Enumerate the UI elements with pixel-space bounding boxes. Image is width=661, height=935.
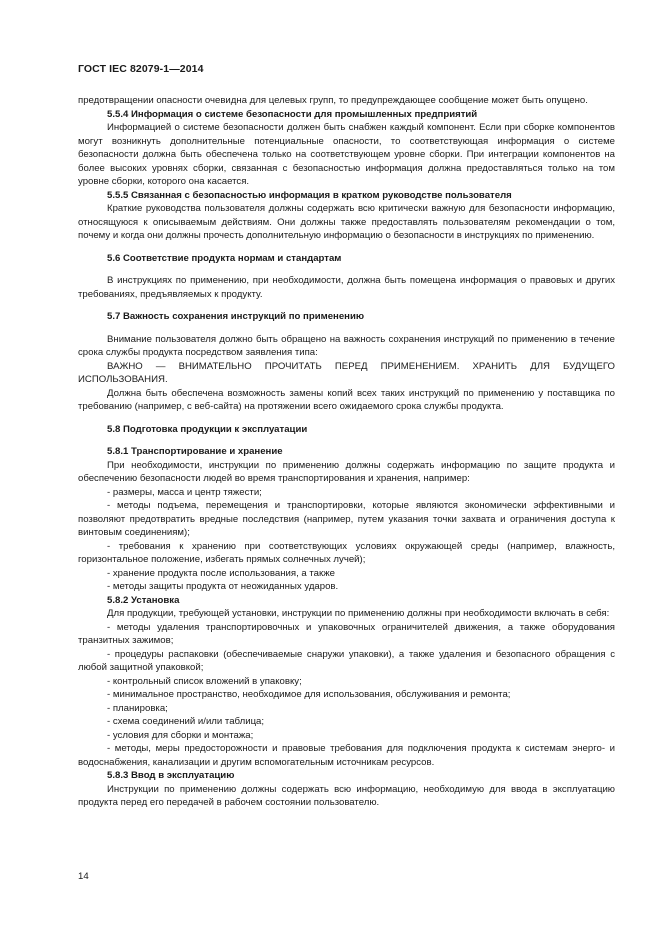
section-heading-5-6: 5.6 Соответствие продукта нормам и стандартам: [107, 252, 342, 264]
paragraph: При необходимости, инструкции по применению должны содержать информацию по защите продукта и обеспечению безопасности людей во время транспортирования и хранения, например:: [78, 459, 615, 484]
document-body: [78, 94, 615, 810]
list-item: - требования к хранению при соответствующих условиях окружающей среды (например, влажность, горизонтальное положение, избегать прямых солнечных лучей);: [78, 540, 615, 565]
list-item: - методы защиты продукта от неожиданных ударов.: [107, 581, 339, 592]
document-header: ГОСТ IEC 82079-1—2014: [78, 63, 204, 75]
paragraph: В инструкциях по применению, при необходимости, должна быть помещена информация о правовых и других требованиях, предъявляемых к продукту.: [78, 275, 615, 300]
section-heading-5-8-2: 5.8.2 Установка: [107, 594, 180, 606]
paragraph: Внимание пользователя должно быть обращено на важность сохранения инструкций по применению в течение срока службы продукта посредством заявления типа:: [78, 333, 615, 358]
list-item: - методы подъема, перемещения и транспортировки, которые являются экономически эффективными и позволяют предотвратить вредные последствия (например, путем указания точки захвата и ограничения доступа к винтовым соединениям);: [78, 500, 615, 538]
paragraph: Краткие руководства пользователя должны содержать всю критически важную для безопасности информацию, относящуюся к описываемым действиям. Они должны также предоставлять пользователям рекомендации о том, почему и когда они должны прочесть дополнительную информацию о безопасности в инструкциях по применению.: [78, 203, 615, 241]
section-heading-5-8: 5.8 Подготовка продукции к эксплуатации: [107, 423, 308, 435]
list-item: - минимальное пространство, необходимое для использования, обслуживания и ремонта;: [107, 689, 511, 700]
list-item: - хранение продукта после использования, а также: [107, 567, 335, 579]
list-item: - контрольный список вложений в упаковку;: [107, 675, 302, 687]
section-heading-5-5-5: 5.5.5 Связанная с безопасностью информация в кратком руководстве пользователя: [107, 189, 512, 201]
warning-statement: ВАЖНО — ВНИМАТЕЛЬНО ПРОЧИТАТЬ ПЕРЕД ПРИМЕНЕНИЕМ. ХРАНИТЬ ДЛЯ БУДУЩЕГО ИСПОЛЬЗОВАНИЯ.: [78, 360, 615, 385]
section-heading-5-8-3: 5.8.3 Ввод в эксплуатацию: [107, 770, 235, 781]
paragraph-continuation: предотвращении опасности очевидна для целевых групп, то предупреждающее сообщение может быть опущено.: [78, 95, 588, 106]
page-number: 14: [78, 871, 89, 882]
section-heading-5-7: 5.7 Важность сохранения инструкций по применению: [107, 311, 365, 322]
list-item: - размеры, масса и центр тяжести;: [107, 486, 262, 498]
list-item: - методы удаления транспортировочных и упаковочных ограничителей движения, а также оборудования транзитных зажимов;: [78, 621, 615, 646]
list-item: - процедуры распаковки (обеспечиваемые снаружи упаковки), а также удаления и безопасного обращения с любой защитной упаковкой;: [78, 648, 615, 673]
list-item: - схема соединений и/или таблица;: [107, 716, 265, 727]
list-item: - методы, меры предосторожности и правовые требования для подключения продукта к системам энерго- и водоснабжения, канализации и другим вспомогательным источникам ресурсов.: [78, 743, 615, 768]
paragraph: Для продукции, требующей установки, инструкции по применению должны при необходимости включать в себя:: [107, 608, 610, 619]
paragraph: Должна быть обеспечена возможность замены копий всех таких инструкций по применению у поставщика по требованию (например, с веб-сайта) на протяжении всего ожидаемого срока службы продукта.: [78, 387, 615, 412]
list-item: - планировка;: [107, 702, 168, 714]
section-heading-5-5-4: 5.5.4 Информация о системе безопасности для промышленных предприятий: [107, 108, 478, 120]
paragraph: Инструкции по применению должны содержать всю информацию, необходимую для ввода в эксплуатацию продукта перед его передачей в рабочем состоянии пользователю.: [78, 783, 615, 808]
paragraph: Информацией о системе безопасности должен быть снабжен каждый компонент. Если при сборке компонентов могут возникнуть дополнительные потенциальные опасности, то соответствующая информация о системе безопасности должна быть обеспечена только на соответствующем уровне сборки. При интеграции компонентов на более высоких уровнях сборки, связанная с безопасностью информация должна предоставляться только на том уровне сборки, которого она касается.: [78, 122, 615, 187]
list-item: - условия для сборки и монтажа;: [107, 729, 254, 741]
section-heading-5-8-1: 5.8.1 Транспортирование и хранение: [107, 446, 283, 457]
